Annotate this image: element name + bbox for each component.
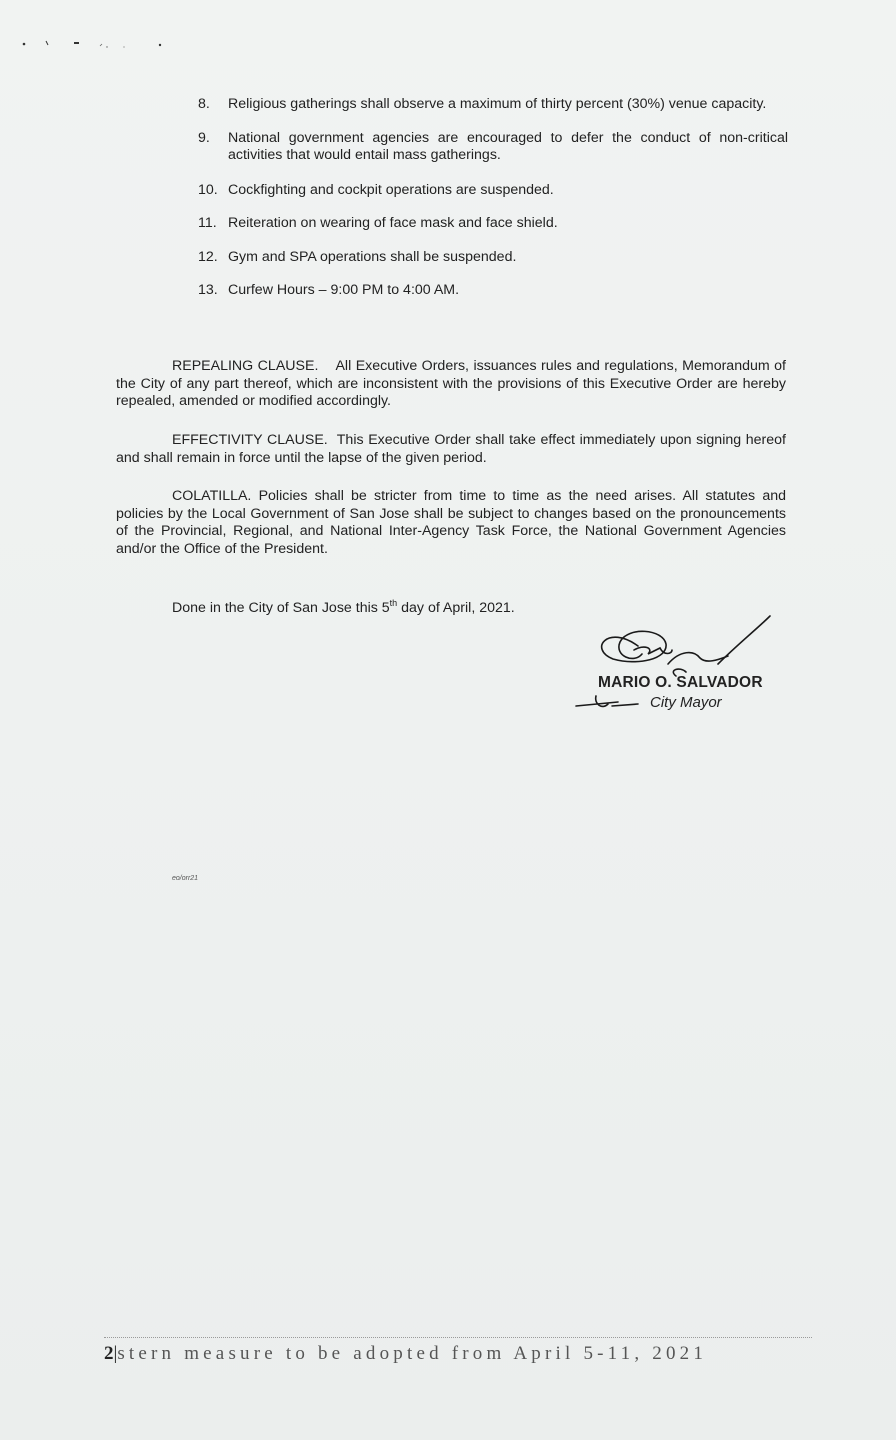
footer-text: stern measure to be adopted from April 5-11, 2021 — [117, 1343, 708, 1364]
reference-code: eo/orr21 — [172, 875, 199, 882]
list-item — [198, 249, 788, 267]
measures-list — [198, 96, 788, 300]
list-item-number: 9. — [198, 129, 210, 146]
list-item-number: 10. — [198, 181, 218, 198]
list-item-text: Religious gatherings shall observe a maximum of thirty percent (30%) venue capacity. — [228, 96, 767, 112]
colatilla-clause: COLATILLA. Policies shall be stricter from time to time as the need arises. All statutes and policies by the Local Government of San Jose shall be subject to changes based on the pronouncements of the Provincial, Regional, and National Inter-Agency Task Force, the National Government Agencies and/or the Office of the President. — [116, 488, 786, 557]
list-item — [198, 130, 788, 165]
signatory-name: MARIO O. SALVADOR — [598, 674, 763, 691]
list-item-text: Reiteration on wearing of face mask and face shield. — [228, 215, 558, 231]
footer-separator: | — [113, 1343, 118, 1364]
list-item-text: Cockfighting and cockpit operations are suspended. — [228, 181, 554, 198]
page-footer — [104, 1343, 707, 1365]
page-number: 2 — [104, 1343, 114, 1364]
list-item — [198, 215, 788, 233]
done-text: Done in the City of San Jose this 5 — [172, 600, 390, 616]
list-item-number: 13. — [198, 282, 218, 298]
list-item-number: 11. — [198, 215, 217, 231]
signatory-title: City Mayor — [650, 694, 722, 711]
list-item-text: National government agencies are encouraged to defer the conduct of non-critical activities that would entail mass gatherings. — [228, 129, 788, 163]
signature-scribble — [568, 604, 788, 724]
footer-divider — [104, 1337, 812, 1338]
list-item — [198, 182, 788, 200]
repealing-clause: REPEALING CLAUSE. All Executive Orders, issuances rules and regulations, Memorandum of the City of any part thereof, which are inconsistent with the provisions of this Executive Order are hereby repealed, amended or modified accordingly. — [116, 358, 790, 409]
list-item-text: Curfew Hours – 9:00 PM to 4:00 AM. — [228, 282, 460, 298]
list-item-number: 8. — [198, 96, 210, 112]
done-text-end: day of April, 2021. — [397, 600, 515, 616]
scan-specks — [20, 38, 180, 52]
list-item-number: 12. — [198, 248, 218, 265]
effectivity-clause: EFFECTIVITY CLAUSE. This Executive Order shall take effect immediately upon signing hereof and shall remain in force until the lapse of the given period. — [116, 432, 790, 466]
list-item — [198, 282, 788, 300]
done-ordinal: th — [389, 598, 398, 608]
list-item — [198, 96, 788, 114]
list-item-text: Gym and SPA operations shall be suspended. — [228, 248, 517, 265]
done-statement — [172, 598, 515, 616]
